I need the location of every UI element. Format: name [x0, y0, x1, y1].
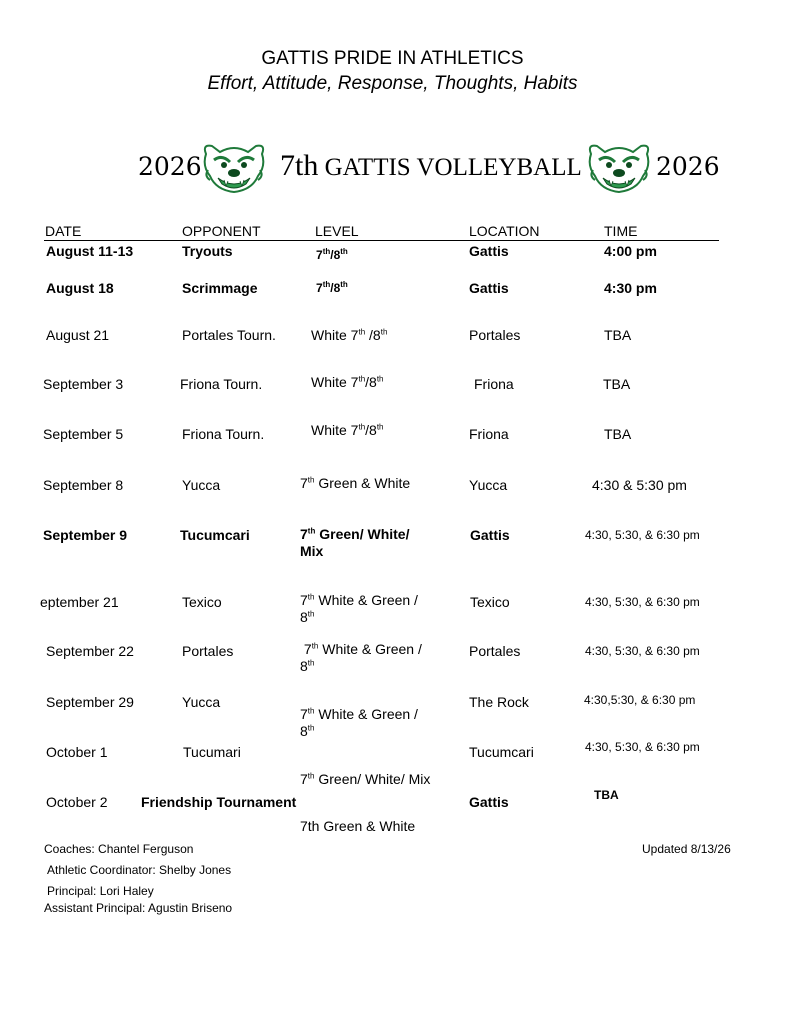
row-0-opponent: Tryouts	[182, 243, 233, 259]
row-2-location: Portales	[469, 327, 521, 343]
row-1-opponent: Scrimmage	[182, 280, 258, 296]
row-10-time: 4:30, 5:30, & 6:30 pm	[585, 740, 700, 754]
footer-principal: Principal: Lori Haley	[47, 884, 154, 898]
row-5-level: 7th Green & White	[300, 475, 411, 491]
column-header-opponent: OPPONENT	[182, 223, 261, 239]
row-3-date: September 3	[43, 376, 124, 392]
title-year-right: 2026	[656, 152, 720, 181]
row-4-date: September 5	[43, 426, 124, 442]
row-9-opponent: Yucca	[182, 694, 221, 710]
row-9-time: 4:30,5:30, & 6:30 pm	[584, 693, 696, 707]
column-header-date: DATE	[45, 223, 82, 239]
header-title: GATTIS PRIDE IN ATHLETICS	[261, 48, 524, 69]
row-11-opponent: Friendship Tournament	[141, 794, 297, 810]
row-5-date: September 8	[43, 477, 124, 493]
row-6-opponent: Tucumcari	[180, 527, 250, 543]
row-6-level: 7th Green/ White/ Mix	[300, 526, 410, 559]
row-4-level: White 7th/8th	[311, 422, 384, 438]
row-10-location: Tucumcari	[469, 744, 534, 760]
row-8-location: Portales	[469, 643, 521, 659]
row-9-date: September 29	[46, 694, 134, 710]
row-9-location: The Rock	[469, 694, 529, 710]
row-0-time: 4:00 pm	[604, 243, 657, 259]
footer-athletic-coordinator: Athletic Coordinator: Shelby Jones	[47, 863, 232, 877]
row-4-time: TBA	[604, 426, 632, 442]
row-5-opponent: Yucca	[182, 477, 221, 493]
row-11-level: 7th Green & White	[300, 818, 416, 834]
title-row	[0, 140, 791, 194]
column-header-location: LOCATION	[469, 223, 540, 239]
row-2-opponent: Portales Tourn.	[182, 327, 276, 343]
header-motto: Effort, Attitude, Response, Thoughts, Habits	[207, 73, 578, 94]
title-grade: 7th	[280, 149, 319, 182]
row-3-location: Friona	[474, 376, 514, 392]
row-10-date: October 1	[46, 744, 108, 760]
row-0-location: Gattis	[469, 243, 509, 259]
row-7-location: Texico	[470, 594, 510, 610]
footer-assistant-principal: Assistant Principal: Agustin Briseno	[44, 901, 233, 915]
row-1-location: Gattis	[469, 280, 509, 296]
bulldog-mascot-icon	[585, 140, 653, 194]
row-3-opponent: Friona Tourn.	[180, 376, 263, 392]
row-6-location: Gattis	[470, 527, 510, 543]
row-2-level: White 7th /8th	[311, 327, 388, 343]
row-6-date: September 9	[43, 527, 128, 543]
row-2-time: TBA	[604, 327, 632, 343]
row-7-level: 7th White & Green / 8th	[300, 592, 418, 625]
footer-updated: Updated 8/13/26	[642, 842, 731, 856]
column-header-level: LEVEL	[315, 223, 359, 239]
row-11-date: October 2	[46, 794, 108, 810]
footer-coaches: Coaches: Chantel Ferguson	[44, 842, 194, 856]
row-1-level: 7th/8th	[316, 280, 348, 295]
row-5-time: 4:30 & 5:30 pm	[592, 477, 687, 493]
row-8-level: 7th White & Green / 8th	[300, 641, 422, 674]
row-0-date: August 11-13	[46, 243, 134, 259]
row-4-opponent: Friona Tourn.	[182, 426, 265, 442]
row-6-time: 4:30, 5:30, & 6:30 pm	[585, 528, 700, 542]
row-0-level: 7th/8th	[316, 247, 348, 262]
row-8-time: 4:30, 5:30, & 6:30 pm	[585, 644, 700, 658]
row-8-opponent: Portales	[182, 643, 234, 659]
row-1-date: August 18	[46, 280, 114, 296]
row-1-time: 4:30 pm	[604, 280, 657, 296]
row-9-level: 7th White & Green / 8th	[300, 706, 418, 739]
row-10-opponent: Tucumari	[183, 744, 241, 760]
title-text	[280, 149, 582, 183]
row-3-level: White 7th/8th	[311, 374, 384, 390]
title-name: GATTIS VOLLEYBALL	[324, 154, 582, 181]
row-7-date: eptember 21	[40, 594, 119, 610]
row-8-date: September 22	[46, 643, 134, 659]
header-divider	[44, 240, 719, 241]
row-2-date: August 21	[46, 327, 110, 343]
column-header-time: TIME	[604, 223, 638, 239]
row-3-time: TBA	[603, 376, 631, 392]
row-4-location: Friona	[469, 426, 509, 442]
row-5-location: Yucca	[469, 477, 508, 493]
title-year-left: 2026	[138, 152, 202, 181]
row-7-time: 4:30, 5:30, & 6:30 pm	[585, 595, 700, 609]
row-10-level: 7th Green/ White/ Mix	[300, 771, 431, 787]
row-11-time: TBA	[594, 788, 619, 802]
bulldog-mascot-icon	[200, 140, 268, 194]
row-7-opponent: Texico	[182, 594, 222, 610]
row-11-location: Gattis	[469, 794, 509, 810]
